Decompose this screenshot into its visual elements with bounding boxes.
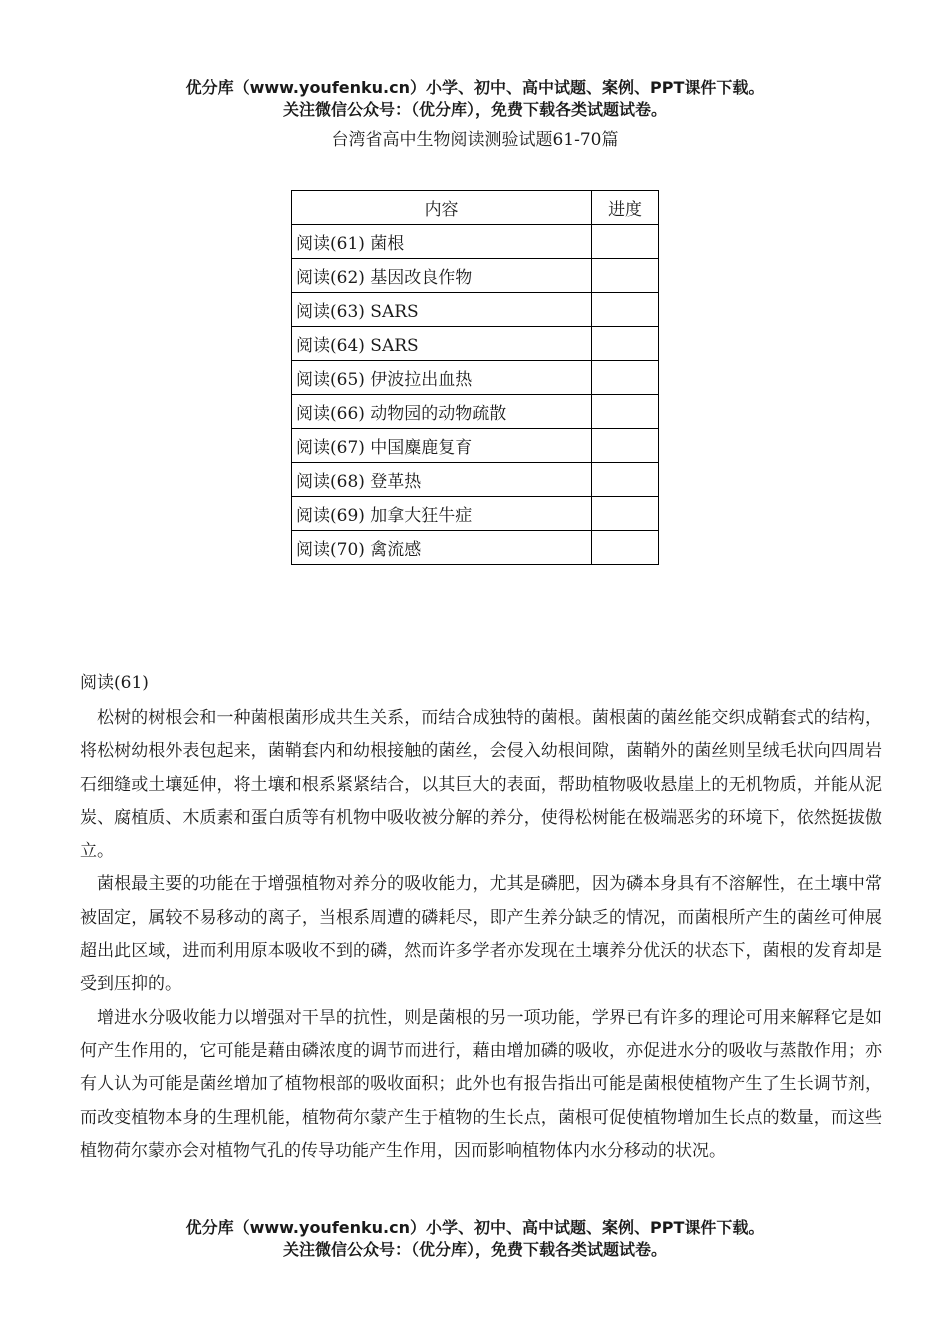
table-row <box>292 225 659 259</box>
page-footer <box>0 1217 950 1261</box>
table-header-row <box>292 191 659 225</box>
table-row <box>292 327 659 361</box>
toc-item: 阅读(63) SARS <box>292 293 592 327</box>
table-row <box>292 259 659 293</box>
table-row <box>292 429 659 463</box>
document-title: 台湾省高中生物阅读测验试题61-70篇 <box>331 130 619 150</box>
header-line-1: 优分库（www.youfenku.cn）小学、初中、高中试题、案例、PPT课件下载。 <box>185 78 765 97</box>
table-row <box>292 395 659 429</box>
article-body <box>80 702 882 1168</box>
column-header-progress: 进度 <box>592 191 659 225</box>
paragraph: 增进水分吸收能力以增强对干旱的抗性，则是菌根的另一项功能，学界已有许多的理论可用来解释它是如何产生作用的，它可能是藉由磷浓度的调节而进行，藉由增加磷的吸收，亦促进水分的吸收与蒸散作用；亦有人认为可能是菌丝增加了植物根部的吸收面积；此外也有报告指出可能是菌根使植物产生了生长调节剂，而改变植物本身的生理机能，植物荷尔蒙产生于植物的生长点，菌根可促使植物增加生长点的数量，而这些植物荷尔蒙亦会对植物气孔的传导功能产生作用，因而影响植物体内水分移动的状况。 <box>80 1007 882 1161</box>
table-row <box>292 361 659 395</box>
toc-progress <box>592 463 659 497</box>
toc-progress <box>592 395 659 429</box>
toc-item: 阅读(65) 伊波拉出血热 <box>292 361 592 395</box>
toc-progress <box>592 497 659 531</box>
paragraph: 松树的树根会和一种菌根菌形成共生关系，而结合成独特的菌根。菌根菌的菌丝能交织成鞘套式的结构，将松树幼根外表包起来，菌鞘套内和幼根接触的菌丝，会侵入幼根间隙，菌鞘外的菌丝则呈绒毛状向四周岩石细缝或土壤延伸，将土壤和根系紧紧结合，以其巨大的表面，帮助植物吸收悬崖上的无机物质，并能从泥炭、腐植质、木质素和蛋白质等有机物中吸收被分解的养分，使得松树能在极端恶劣的环境下，依然挺拔傲立。 <box>80 708 882 862</box>
page-header <box>0 77 950 121</box>
toc-item: 阅读(62) 基因改良作物 <box>292 259 592 293</box>
contents-table <box>291 190 659 565</box>
toc-item: 阅读(66) 动物园的动物疏散 <box>292 395 592 429</box>
toc-progress <box>592 293 659 327</box>
toc-progress <box>592 225 659 259</box>
toc-progress <box>592 259 659 293</box>
section-heading: 阅读(61) <box>80 673 149 693</box>
toc-item: 阅读(70) 禽流感 <box>292 531 592 565</box>
table-row <box>292 497 659 531</box>
toc-item: 阅读(67) 中国麋鹿复育 <box>292 429 592 463</box>
toc-item: 阅读(69) 加拿大狂牛症 <box>292 497 592 531</box>
toc-progress <box>592 361 659 395</box>
footer-line-2: 关注微信公众号：（优分库），免费下载各类试题试卷。 <box>282 1240 667 1259</box>
header-line-2: 关注微信公众号：（优分库），免费下载各类试题试卷。 <box>282 100 667 119</box>
column-header-content: 内容 <box>292 191 592 225</box>
toc-progress <box>592 327 659 361</box>
footer-line-1: 优分库（www.youfenku.cn）小学、初中、高中试题、案例、PPT课件下载。 <box>185 1218 765 1237</box>
table-row <box>292 463 659 497</box>
toc-progress <box>592 531 659 565</box>
toc-progress <box>592 429 659 463</box>
toc-item: 阅读(64) SARS <box>292 327 592 361</box>
toc-item: 阅读(61) 菌根 <box>292 225 592 259</box>
toc-item: 阅读(68) 登革热 <box>292 463 592 497</box>
table-row <box>292 293 659 327</box>
table-row <box>292 531 659 565</box>
paragraph: 菌根最主要的功能在于增强植物对养分的吸收能力，尤其是磷肥，因为磷本身具有不溶解性，在土壤中常被固定，属较不易移动的离子，当根系周遭的磷耗尽，即产生养分缺乏的情况，而菌根所产生的菌丝可伸展超出此区域，进而利用原本吸收不到的磷，然而许多学者亦发现在土壤养分优沃的状态下，菌根的发育却是受到压抑的。 <box>80 874 882 995</box>
